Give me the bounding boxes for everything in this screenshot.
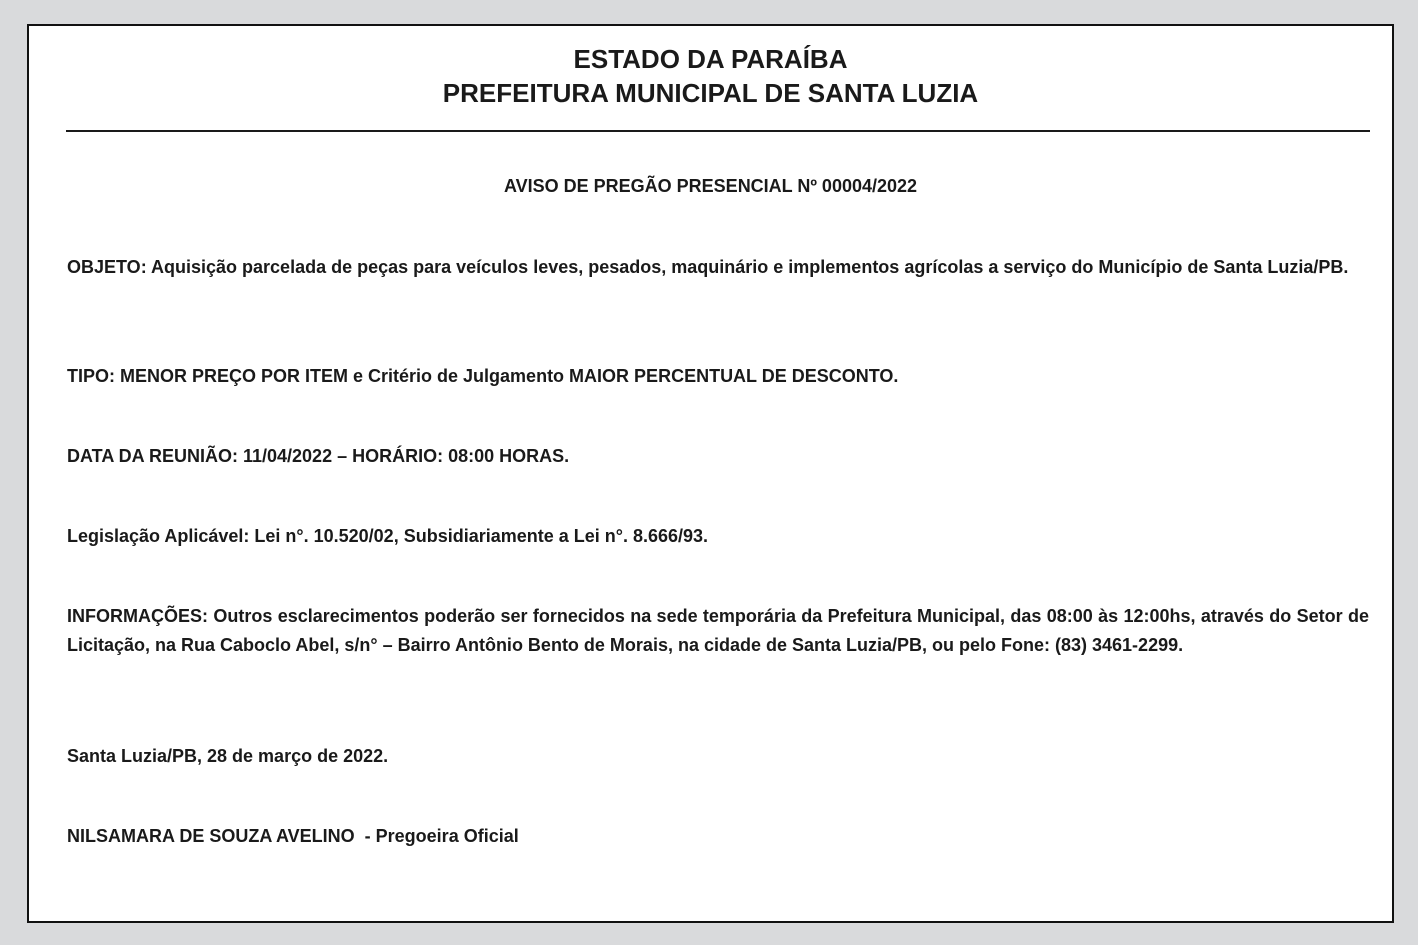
header-municipality: PREFEITURA MUNICIPAL DE SANTA LUZIA [442, 78, 979, 108]
notice-title: AVISO DE PREGÃO PRESENCIAL Nº 00004/2022 [503, 176, 918, 196]
header-state: ESTADO DA PARAÍBA [573, 44, 848, 74]
document-frame [27, 24, 1394, 923]
paragraph-data-reuniao: DATA DA REUNIÃO: 11/04/2022 – HORÁRIO: 08:00 HORAS. [67, 446, 570, 466]
paragraph-legislacao: Legislação Aplicável: Lei n°. 10.520/02, Subsidiariamente a Lei n°. 8.666/93. [67, 526, 709, 546]
paragraph-informacoes: INFORMAÇÕES: Outros esclarecimentos poderão ser fornecidos na sede temporária da Prefeitura Municipal, das 08:00 às 12:00hs, através do Setor de Licitação, na Rua Caboclo Abel, s/n° – Bairro Antônio Bento de Morais, na cidade de Santa Luzia/PB, ou pelo Fone: (83) 3461-2299. [67, 606, 1369, 655]
signature-line: NILSAMARA DE SOUZA AVELINO - Pregoeira Oficial [67, 826, 519, 846]
paragraph-objeto: OBJETO: Aquisição parcelada de peças para veículos leves, pesados, maquinário e implementos agrícolas a serviço do Município de Santa Luzia/PB. [67, 257, 1349, 277]
paragraph-local-data: Santa Luzia/PB, 28 de março de 2022. [67, 746, 389, 766]
header-divider [66, 130, 1370, 132]
document-header [29, 42, 1392, 110]
paragraph-tipo: TIPO: MENOR PREÇO POR ITEM e Critério de Julgamento MAIOR PERCENTUAL DE DESCONTO. [67, 366, 899, 386]
